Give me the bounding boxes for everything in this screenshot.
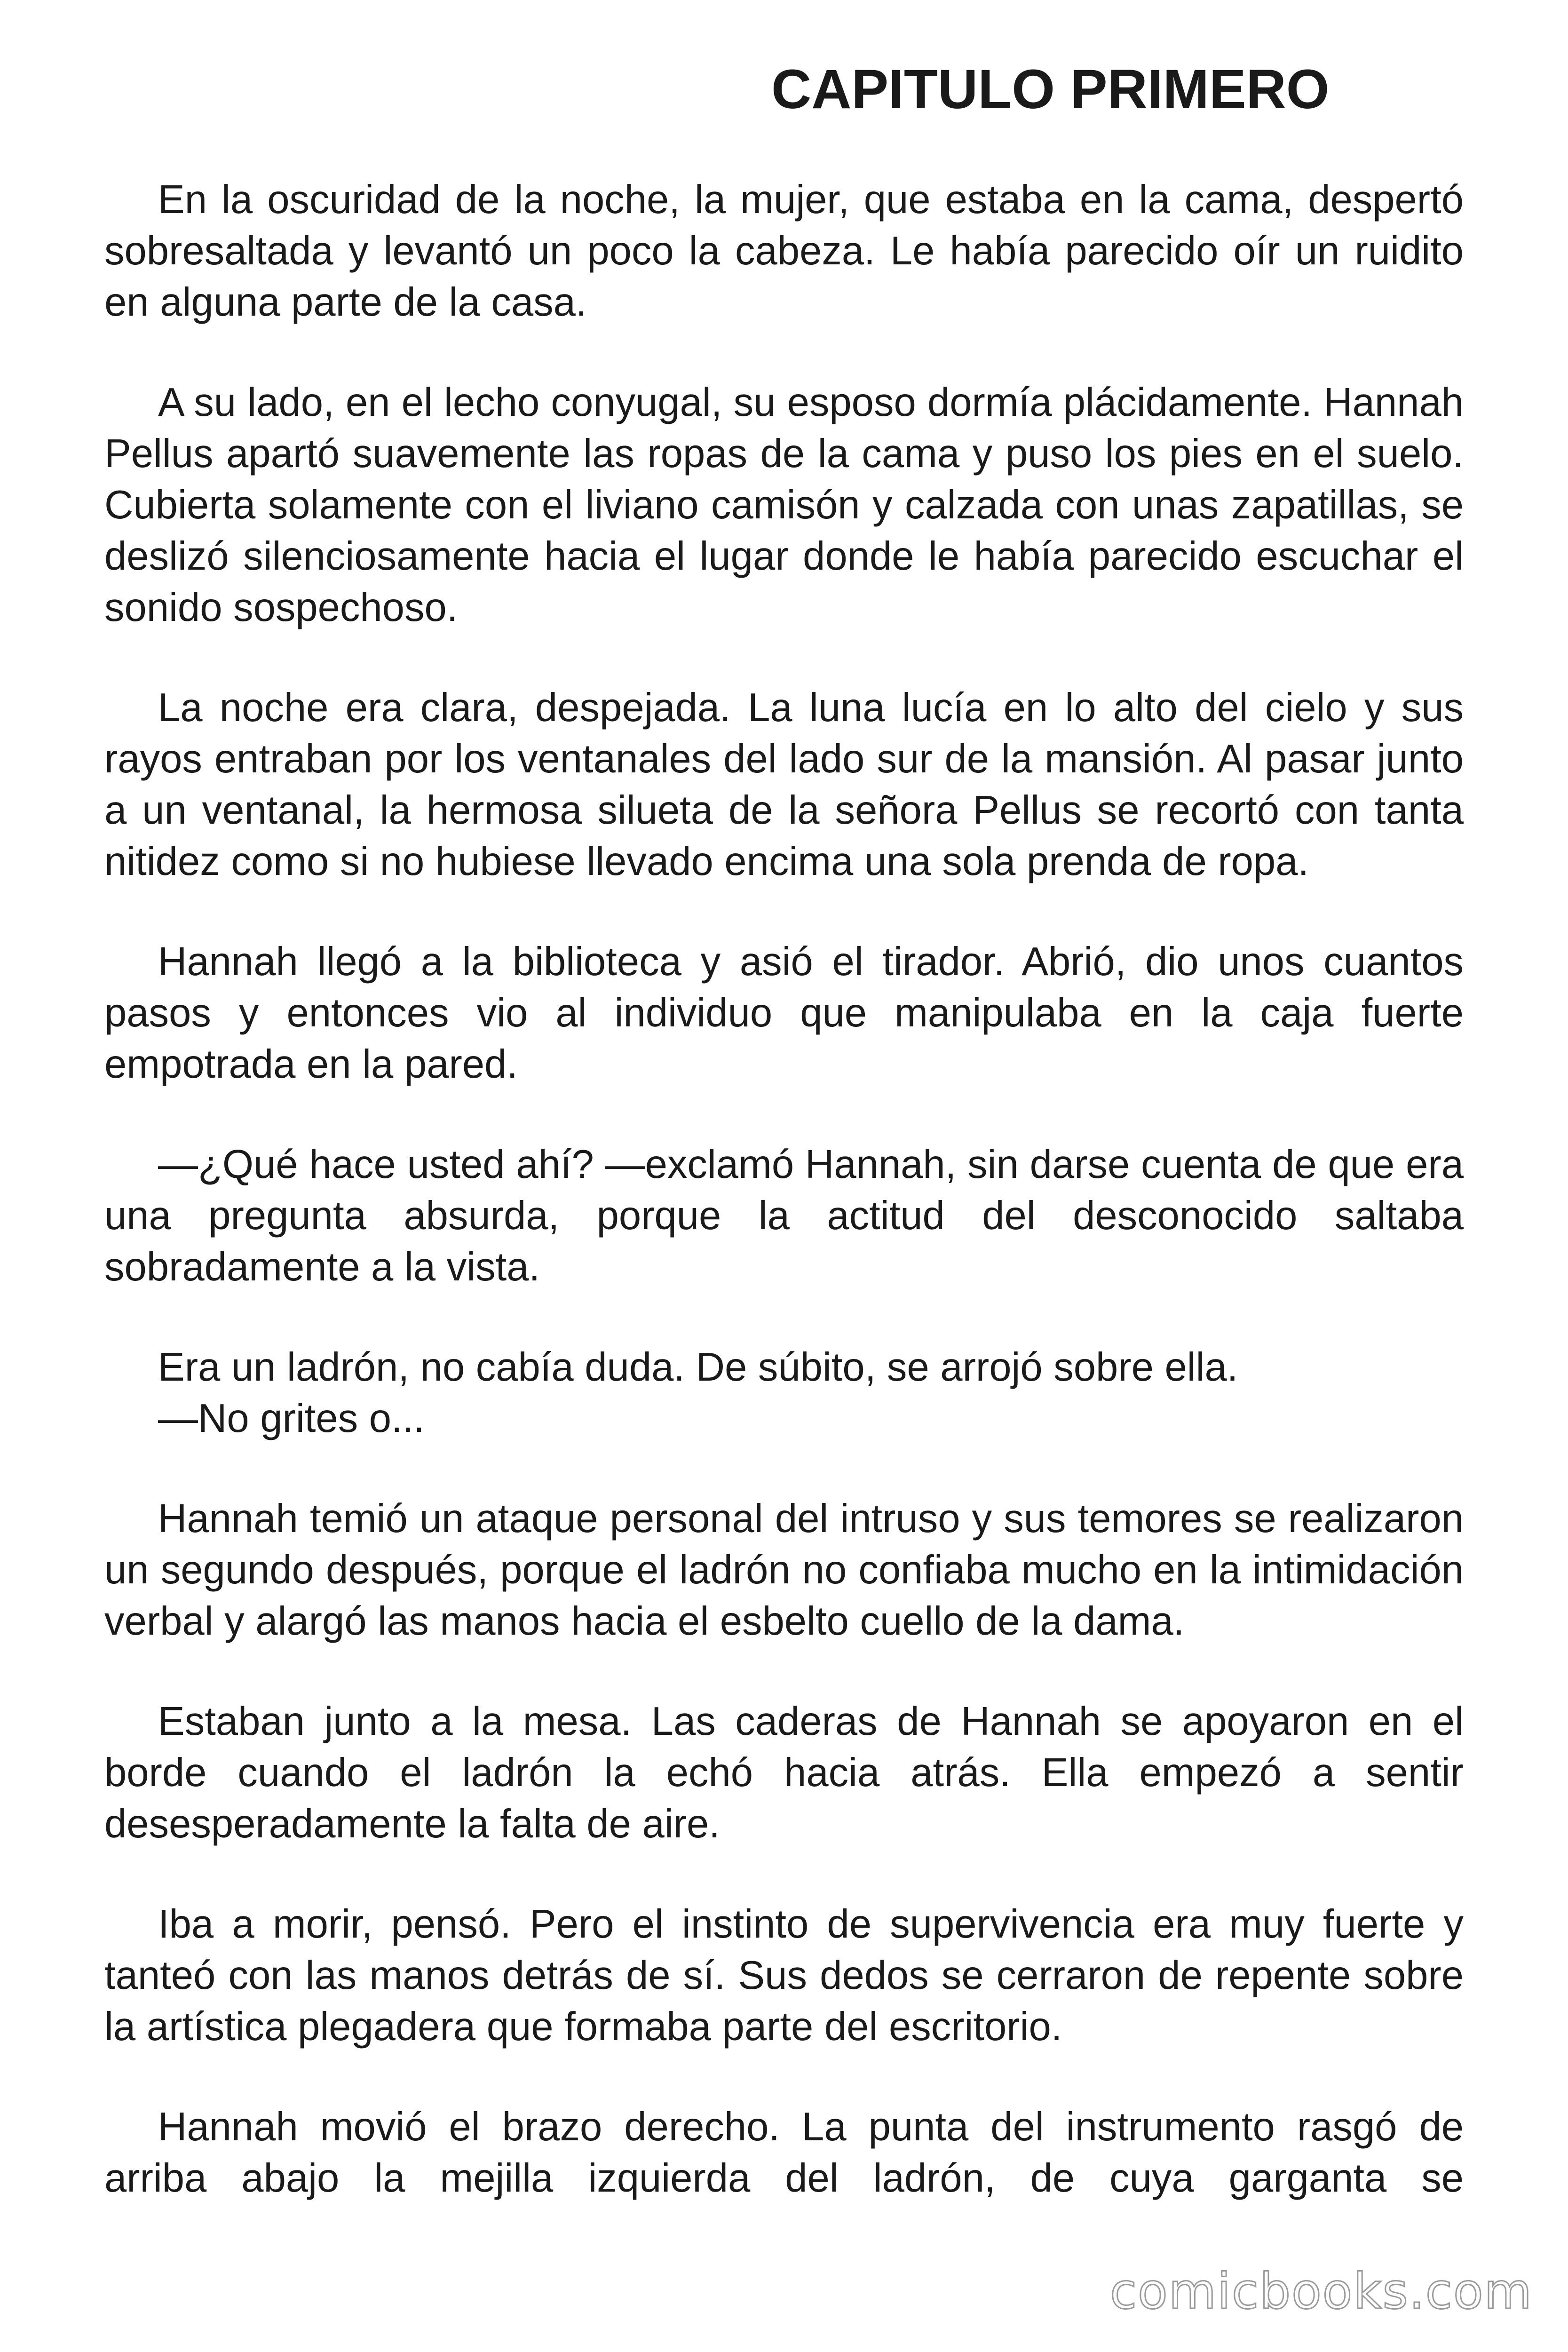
chapter-text [104,174,1464,2253]
paragraph: Iba a morir, pensó. Pero el instinto de supervivencia era muy fuerte y tanteó con las manos detrás de sí. Sus dedos se cerraron de repente sobre la artística plegadera que formaba parte del escritorio. [104,1902,1464,2049]
paragraph: Hannah llegó a la biblioteca y asió el tirador. Abrió, dio unos cuantos pasos y entonces vio al individuo que manipulaba en la caja fuerte empotrada en la pared. [104,939,1464,1087]
paragraph: —¿Qué hace usted ahí? —exclamó Hannah, sin darse cuenta de que era una pregunta absurda, porque la actitud del desconocido saltaba sobradamente a la vista. [104,1142,1464,1289]
chapter-title: CAPITULO PRIMERO [771,58,1330,120]
paragraph: Era un ladrón, no cabía duda. De súbito, se arrojó sobre ella. [158,1345,1238,1390]
paragraph: Estaban junto a la mesa. Las caderas de Hannah se apoyaron en el borde cuando el ladrón la echó hacia atrás. Ella empezó a sentir desesperadamente la falta de aire. [104,1699,1464,1846]
paragraph: Hannah temió un ataque personal del intruso y sus temores se realizaron un segundo después, porque el ladrón no confiaba mucho en la intimidación verbal y alargó las manos hacia el esbelto cuello de la dama. [104,1496,1464,1644]
paragraph: —No grites o... [158,1396,425,1441]
watermark: comicbooks.com [1109,2263,1533,2320]
paragraph: En la oscuridad de la noche, la mujer, que estaba en la cama, despertó sobresaltada y levantó un poco la cabeza. Le había parecido oír un ruidito en alguna parte de la casa. [104,177,1464,325]
paragraph: La noche era clara, despejada. La luna lucía en lo alto del cielo y sus rayos entraban por los ventanales del lado sur de la mansión. Al pasar junto a un ventanal, la hermosa silueta de la señora Pellus se recortó con tanta nitidez como si no hubiese llevado encima una sola prenda de ropa. [104,685,1464,884]
paragraph: Hannah movió el brazo derecho. La punta del instrumento rasgó de arriba abajo la mejilla izquierda del ladrón, de cuya garganta se [104,2105,1464,2201]
paragraph: A su lado, en el lecho conyugal, su esposo dormía plácidamente. Hannah Pellus apartó suavemente las ropas de la cama y puso los pies en el suelo. Cubierta solamente con el liviano camisón y calzada con unas zapatillas, se deslizó silenciosamente hacia el lugar donde le había parecido escuchar el sonido sospechoso. [104,380,1464,630]
